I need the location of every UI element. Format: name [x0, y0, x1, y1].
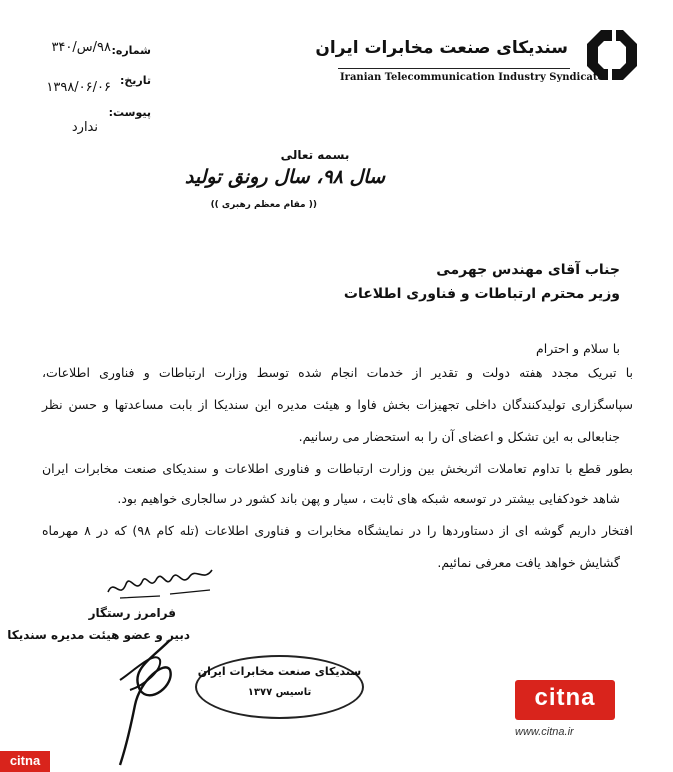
citna-watermark-badge [515, 680, 615, 720]
greeting: با سلام و احترام [536, 341, 620, 356]
number-label: شماره: [111, 44, 151, 57]
body-line: با تبریک مجدد هفته دولت و تقدیر از خدمات انجام شده توسط وزارت ارتباطات و فناوری اطلاعات، [42, 365, 633, 380]
body-line: شاهد خودکفایی بیشتر در توسعه شبکه های ثابت ، سیار و پهن باند کشور در سالجاری خواهیم بود. [117, 491, 620, 506]
recipient-title: وزیر محترم ارتباطات و فناوری اطلاعات [343, 286, 620, 302]
citna-corner-logo [0, 751, 50, 772]
bismillah-heading: بسمه تعالی [280, 148, 350, 162]
body-line: بطور قطع با تداوم تعاملات اثربخش بین وزارت ارتباطات و فناوری اطلاعات و سندیکای صنعت مخابرات ایران [42, 461, 633, 476]
attachment-value: ندارد [71, 120, 98, 135]
slogan-attribution: (( مقام معظم رهبری )) [210, 200, 317, 210]
official-stamp [195, 655, 364, 719]
body-line: گشایش خواهد یافت معرفی نمائیم. [437, 555, 620, 570]
year-slogan: سال ۹۸، سال رونق تولید [184, 166, 385, 188]
body-line: جنابعالی به این تشکل و اعضای آن را به استحضار می رسانیم. [298, 429, 620, 444]
citna-badge-text: citna [534, 684, 596, 711]
body-line: افتخار داریم گوشه ای از دستاوردها را در نمایشگاه مخابرات و فناوری اطلاعات (تله کام ۹۸) که در ۸ مهرماه [42, 523, 633, 538]
date-label: تاریخ: [119, 74, 151, 87]
recipient-name: جناب آقای مهندس جهرمی [436, 262, 620, 278]
signer-name: فرامرز رستگار [88, 606, 176, 620]
stamp-org-name: سندیکای صنعت مخابرات ایران [197, 665, 362, 678]
header-rule [338, 68, 570, 69]
attachment-label: پیوست: [108, 106, 151, 119]
stamp-founded: تاسیس ۱۳۷۷ [247, 687, 312, 698]
closing-handwriting-icon [100, 560, 220, 610]
citna-corner-text: citna [9, 753, 41, 768]
body-line: سپاسگزاری تولیدکنندگان داخلی تجهیزات بخش فاوا و هیئت مدیره این سندیکا از بابت مساعدتها و حسن نظر [42, 397, 633, 412]
date-value: ۱۳۹۸/۰۶/۰۶ [46, 80, 111, 95]
citna-url: www.citna.ir [515, 726, 574, 738]
org-name-persian: سندیکای صنعت مخابرات ایران [315, 38, 568, 58]
signer-title: دبیر و عضو هیئت مدیره سندیکا [7, 628, 190, 642]
number-value: ۹۸/س/۳۴۰ [51, 40, 111, 55]
org-name-english: Iranian Telecommunication Industry Syndicate [340, 72, 604, 83]
